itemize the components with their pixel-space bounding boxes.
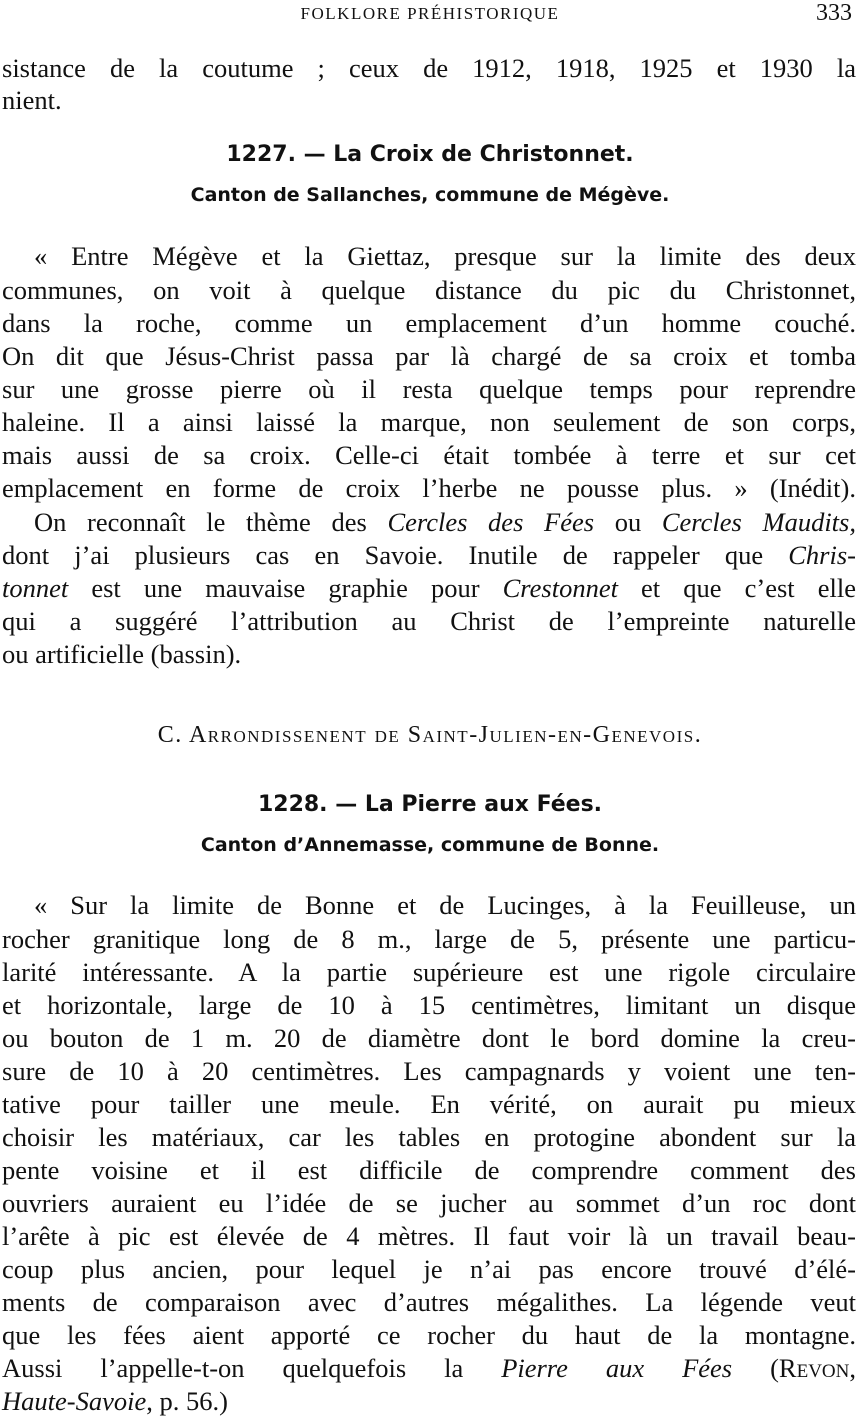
entry-1228-line: Aussi l’appelle-t-on quelquefois la Pierre aux Fées (Revon, (2, 1353, 856, 1383)
entry-1228-title: 1228. — La Pierre aux Fées. (257, 792, 603, 817)
entry-1228-line: ou bouton de 1 m. 20 de diamètre dont le bord domine la creu- (2, 1023, 856, 1053)
entry-1227-line: « Entre Mégève et la Giettaz, presque sur la limite des deux (34, 241, 856, 271)
entry-1228-line: et horizontale, large de 10 à 15 centimètres, limitant un disque (2, 990, 856, 1020)
entry-1227-line: On dit que Jésus-Christ passa par là chargé de sa croix et tomba (2, 341, 856, 371)
entry-1228-line: tative pour tailler une meule. En vérité, on aurait pu mieux (2, 1089, 856, 1119)
entry-1227-line: communes, on voit à quelque distance du pic du Christonnet, (2, 275, 856, 305)
entry-1228-line: larité intéressante. A la partie supérieure est une rigole circulaire (2, 957, 856, 987)
entry-1228-line: ouvriers auraient eu l’idée de se jucher au sommet d’un roc dont (2, 1188, 856, 1218)
entry-1228-line: ments de comparaison avec d’autres mégalithes. La légende veut (2, 1287, 856, 1317)
running-title: FOLKLORE PRÉHISTORIQUE (300, 4, 560, 23)
entry-1228-line: choisir les matériaux, car les tables en protogine abondent sur la (2, 1122, 856, 1152)
intro-line: sistance de la coutume ; ceux de 1912, 1918, 1925 et 1930 la (2, 53, 856, 83)
intro-line: nient. (2, 85, 62, 115)
entry-1227-line: sur une grosse pierre où il resta quelque temps pour reprendre (2, 374, 856, 404)
entry-1228-line: rocher granitique long de 8 m., large de 5, présente une particu- (2, 924, 856, 954)
entry-1227-line: haleine. Il a ainsi laissé la marque, non seulement de son corps, (2, 407, 856, 437)
entry-1228-line: Haute-Savoie, p. 56.) (2, 1386, 228, 1416)
entry-1228-subtitle: Canton d’Annemasse, commune de Bonne. (200, 834, 660, 856)
entry-1228-line: pente voisine et il est difficile de comprendre comment des (2, 1155, 856, 1185)
entry-1227-comment-line: ou artificielle (bassin). (2, 639, 242, 669)
entry-1227-title: 1227. — La Croix de Christonnet. (226, 142, 634, 167)
entry-1227-comment-line: On reconnaît le thème des Cercles des Fées ou Cercles Maudits, (34, 507, 856, 537)
section-heading-c: C. Arrondissenent de Saint-Julien-en-Genevois. (157, 722, 703, 748)
entry-1227-comment-line: qui a suggéré l’attribution au Christ de l’empreinte naturelle (2, 606, 856, 636)
page-number: 333 (816, 0, 852, 26)
entry-1227-subtitle: Canton de Sallanches, commune de Mégève. (190, 184, 670, 206)
entry-1228-line: l’arête à pic est élevée de 4 mètres. Il faut voir là un travail beau- (2, 1221, 856, 1251)
entry-1228-line: coup plus ancien, pour lequel je n’ai pas encore trouvé d’élé- (2, 1254, 856, 1284)
entry-1227-comment-line: tonnet est une mauvaise graphie pour Crestonnet et que c’est elle (2, 573, 856, 603)
entry-1228-line: « Sur la limite de Bonne et de Lucinges, à la Feuilleuse, un (34, 890, 856, 920)
entry-1228-line: sure de 10 à 20 centimètres. Les campagnards y voient une ten- (2, 1056, 856, 1086)
entry-1228-line: que les fées aient apporté ce rocher du haut de la montagne. (2, 1320, 856, 1350)
running-head (0, 0, 860, 28)
entry-1227-line: emplacement en forme de croix l’herbe ne pousse plus. » (Inédit). (2, 473, 856, 503)
entry-1227-line: dans la roche, comme un emplacement d’un homme couché. (2, 308, 856, 338)
entry-1227-comment-line: dont j’ai plusieurs cas en Savoie. Inutile de rappeler que Chris- (2, 540, 856, 570)
entry-1227-line: mais aussi de sa croix. Celle-ci était tombée à terre et sur cet (2, 440, 856, 470)
